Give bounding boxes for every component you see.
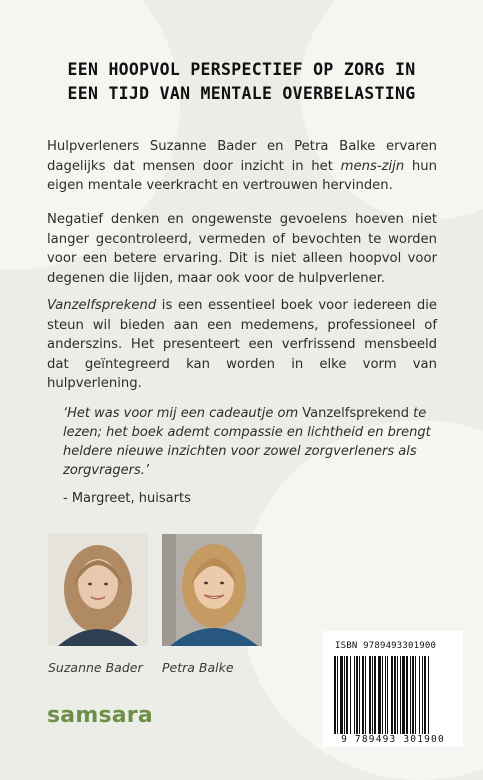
barcode-bar: [378, 656, 381, 734]
paragraph-intro-text-b: hun eigen mentale veerkracht en vertrouwen hervinden.: [47, 158, 437, 193]
paragraph-intro-text-a: Hulpverleners Suzanne Bader en Petra Balke ervaren dagelijks dat mensen door inzicht in het: [47, 139, 437, 174]
barcode-bar: [385, 656, 386, 734]
barcode-bar: [415, 656, 416, 734]
quote-text-a: ‘Het was voor mij een cadeautje om: [63, 406, 303, 421]
author-photo-suzanne: [48, 534, 148, 646]
paragraph-negative-thinking: Negatief denken en ongewenste gevoelens hoeven niet langer gecontroleerd, vermeden of bevochten te worden voor een betere ervaring. Dit is niet alleen hoopvol voor degenen die lijden, maar ook voor de hulpverlener.: [47, 212, 437, 286]
barcode-bar: [422, 656, 423, 734]
quote-text-b: te lezen; het boek ademt compassie en lichtheid en brengt heldere nieuwe inzichten voor zowel zorgverleners als zorgvragers.’: [63, 406, 431, 478]
barcode-bar: [344, 656, 345, 734]
quote-book-title: Vanzelfsprekend: [302, 406, 410, 421]
isbn-label: ISBN 9789493301900: [335, 641, 437, 651]
author-name-petra: Petra Balke: [162, 660, 234, 675]
portrait-illustration-1: [48, 534, 148, 646]
barcode-bar: [382, 656, 383, 734]
barcode-bar: [337, 656, 338, 734]
author-name-suzanne: Suzanne Bader: [48, 660, 143, 675]
book-title-emphasis: Vanzelfsprekend: [47, 298, 157, 313]
barcode-bar: [346, 656, 348, 734]
isbn-barcode-box: [323, 631, 463, 747]
barcode-bar: [362, 656, 364, 734]
barcode-bar: [374, 656, 376, 734]
barcode-bar: [397, 656, 398, 734]
cover-heading-line-2: EEN TIJD VAN MENTALE OVERBELASTING: [67, 84, 416, 103]
author-photo-petra: [162, 534, 262, 646]
quote-author: - Margreet, huisarts: [63, 491, 191, 506]
barcode-bar: [428, 656, 429, 734]
paragraph-book-description: [47, 296, 437, 394]
publisher-logo: samsara: [47, 703, 153, 728]
testimonial-quote: [63, 404, 433, 480]
paragraph-intro-emphasis: mens-zijn: [340, 158, 405, 174]
cover-heading: [40, 58, 443, 106]
barcode-bar: [419, 656, 420, 734]
barcode-bar: [354, 656, 355, 734]
barcode-bar: [406, 656, 408, 734]
barcode-icon: [334, 656, 452, 734]
isbn-digits: 9 789493 301900: [341, 734, 445, 745]
portrait-illustration-2: [162, 534, 262, 646]
barcode-bar: [372, 656, 373, 734]
barcode-bar: [400, 656, 401, 734]
barcode-bar: [424, 656, 426, 734]
barcode-bar: [410, 656, 411, 734]
barcode-bar: [391, 656, 393, 734]
barcode-bar: [369, 656, 371, 734]
barcode-bar: [365, 656, 366, 734]
barcode-bar: [340, 656, 343, 734]
barcode-bar: [387, 656, 388, 734]
cover-heading-line-1: EEN HOOPVOL PERSPECTIEF OP ZORG IN: [67, 60, 416, 79]
paragraph-book-description-text: is een essentieel boek voor iedereen die steun wil bieden aan een medemens, professioneel of anderszins. Het presenteert een verfrissend mensbeeld dat geïntegreerd kan worden in elke vorm van hulpverlening.: [47, 298, 437, 391]
barcode-bar: [402, 656, 405, 734]
paragraph-intro: [47, 137, 437, 196]
barcode-bar: [412, 656, 414, 734]
barcode-bar: [359, 656, 360, 734]
barcode-bar: [350, 656, 351, 734]
barcode-bar: [356, 656, 358, 734]
barcode-bar: [394, 656, 396, 734]
barcode-bar: [334, 656, 336, 734]
